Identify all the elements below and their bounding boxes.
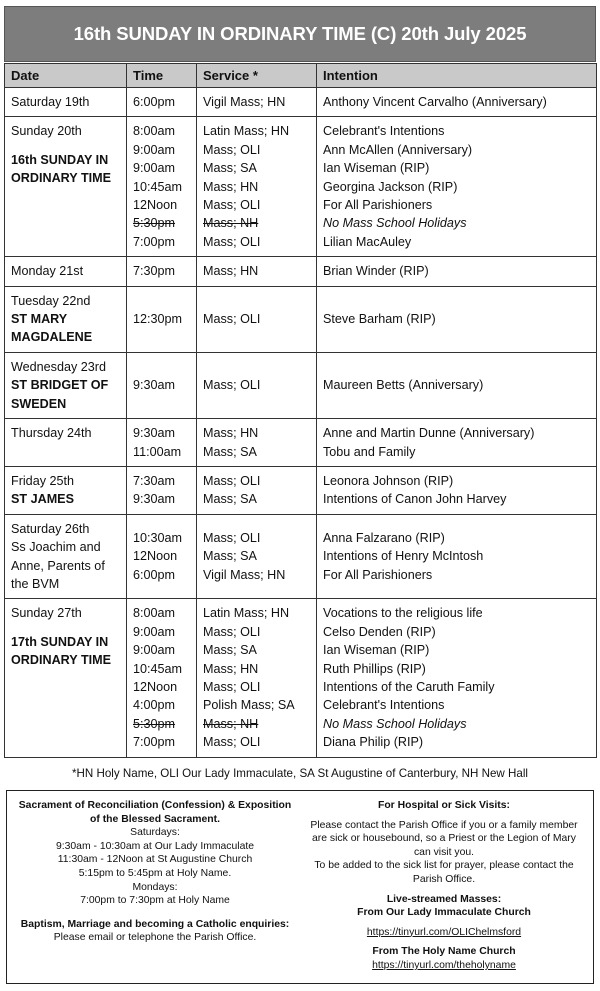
mass-intention: Maureen Betts (Anniversary) xyxy=(323,378,484,393)
mass-service: Mass; HN xyxy=(203,661,259,676)
feast-name: 17th SUNDAY IN ORDINARY TIME xyxy=(11,634,112,668)
mass-intention: For All Parishioners xyxy=(323,198,433,213)
mass-intention: Anne and Martin Dunne (Anniversary) xyxy=(323,426,535,441)
service-cell xyxy=(197,117,317,257)
mass-time: 5:30pm xyxy=(133,716,176,731)
mass-service: Latin Mass; HN xyxy=(203,606,290,621)
mass-schedule-table xyxy=(4,63,597,758)
page-title: 16th SUNDAY IN ORDINARY TIME (C) 20th July 2025 xyxy=(4,6,596,62)
day-date: Thursday 24th xyxy=(11,426,92,441)
mass-time: 7:30pm xyxy=(133,264,176,279)
mass-intention: Ruth Phillips (RIP) xyxy=(323,661,426,676)
mass-time: 9:00am xyxy=(133,643,176,658)
mass-service: Mass; OLI xyxy=(203,312,261,327)
mass-time: 7:30am xyxy=(133,473,176,488)
livestream-heading: Live-streamed Masses: xyxy=(386,893,502,905)
mass-intention: Intentions of Henry McIntosh xyxy=(323,549,484,564)
day-date: Monday 21st xyxy=(11,264,84,279)
saturday-time-2: 11:30am - 12Noon at St Augustine Church xyxy=(57,854,253,866)
time-cell xyxy=(127,257,197,286)
reconciliation-heading: Sacrament of Reconciliation (Confession) & Exposition of the Blessed Sacrament. xyxy=(18,800,292,825)
mass-time: 5:30pm xyxy=(133,216,176,231)
service-key-footnote: *HN Holy Name, OLI Our Lady Immaculate, SA St Augustine of Canterbury, NH New Hall xyxy=(72,767,528,780)
table-row xyxy=(5,88,597,117)
day-subtitle: Ss Joachim and Anne, Parents of the BVM xyxy=(11,540,105,591)
day-date: Sunday 27th xyxy=(11,606,82,621)
date-cell xyxy=(5,286,127,352)
day-date: Sunday 20th xyxy=(11,124,82,139)
intention-cell xyxy=(317,419,597,467)
baptism-heading: Baptism, Marriage and becoming a Catholic enquiries: xyxy=(20,918,290,930)
mass-service: Mass; SA xyxy=(203,492,257,507)
time-cell xyxy=(127,599,197,757)
baptism-text: Please email or telephone the Parish Office. xyxy=(53,932,257,944)
mass-service: Mass; SA xyxy=(203,549,257,564)
mass-time: 8:00am xyxy=(133,124,176,139)
mass-intention: Anna Falzarano (RIP) xyxy=(323,530,445,545)
mass-intention: Brian Winder (RIP) xyxy=(323,264,429,279)
date-cell xyxy=(5,257,127,286)
feast-name: ST BRIDGET OF SWEDEN xyxy=(11,378,109,411)
mass-intention: Georgina Jackson (RIP) xyxy=(323,179,458,194)
feast-name: ST MARY MAGDALENE xyxy=(11,312,93,345)
service-cell xyxy=(197,514,317,599)
mondays-label: Mondays: xyxy=(132,881,178,893)
mass-time: 11:00am xyxy=(133,444,182,459)
intention-cell xyxy=(317,466,597,514)
table-row xyxy=(5,117,597,257)
mass-intention: Celebrant's Intentions xyxy=(323,124,445,139)
header-date: Date xyxy=(5,64,127,88)
mass-intention: Anthony Vincent Carvalho (Anniversary) xyxy=(323,95,547,109)
mass-intention: Ian Wiseman (RIP) xyxy=(323,643,430,658)
service-cell xyxy=(197,419,317,467)
feast-name: ST JAMES xyxy=(11,492,74,507)
time-cell xyxy=(127,514,197,599)
mass-service: Mass; HN xyxy=(203,264,259,279)
mass-service: Mass; OLI xyxy=(203,473,261,488)
mass-service: Mass; OLI xyxy=(203,142,261,157)
day-date: Tuesday 22nd xyxy=(11,293,91,308)
mass-time: 12Noon xyxy=(133,198,178,213)
mass-time: 8:00am xyxy=(133,606,176,621)
mass-service: Latin Mass; HN xyxy=(203,124,290,139)
intention-cell xyxy=(317,352,597,418)
info-box xyxy=(6,790,594,984)
table-row xyxy=(5,286,597,352)
time-cell xyxy=(127,466,197,514)
mass-intention: Vocations to the religious life xyxy=(323,606,483,621)
intention-cell xyxy=(317,286,597,352)
time-cell xyxy=(127,352,197,418)
service-cell xyxy=(197,257,317,286)
mass-service: Vigil Mass; HN xyxy=(203,95,286,109)
date-cell xyxy=(5,419,127,467)
time-cell xyxy=(127,117,197,257)
feast-name: 16th SUNDAY IN ORDINARY TIME xyxy=(11,152,112,186)
mass-time: 7:00pm xyxy=(133,735,176,750)
oli-stream-link[interactable]: https://tinyurl.com/OLIChelmsford xyxy=(366,926,522,938)
schedule-body xyxy=(5,88,597,758)
mass-service: Mass; OLI xyxy=(203,624,261,639)
mass-intention: No Mass School Holidays xyxy=(323,216,467,231)
table-row xyxy=(5,352,597,418)
mass-intention: Ian Wiseman (RIP) xyxy=(323,161,430,176)
mass-intention: Steve Barham (RIP) xyxy=(323,312,436,327)
header-service: Service * xyxy=(197,64,317,88)
mass-intention: Tobu and Family xyxy=(323,444,416,459)
service-cell xyxy=(197,286,317,352)
mass-time: 9:30am xyxy=(133,492,176,507)
mass-intention: Intentions of the Caruth Family xyxy=(323,679,495,694)
day-date: Saturday 26th xyxy=(11,521,90,536)
mass-service: Vigil Mass; HN xyxy=(203,567,286,582)
mass-time: 9:00am xyxy=(133,624,176,639)
mass-service: Mass; SA xyxy=(203,643,257,658)
date-cell xyxy=(5,117,127,257)
mass-intention: Ann McAllen (Anniversary) xyxy=(323,142,473,157)
mass-intention: Intentions of Canon John Harvey xyxy=(323,492,507,507)
day-date: Friday 25th xyxy=(11,473,74,488)
table-row xyxy=(5,257,597,286)
sick-visits-text: Please contact the Parish Office if you or a family member are sick or housebound, so a Priest or the Legion of Mary can visit you. xyxy=(310,819,578,858)
service-cell xyxy=(197,352,317,418)
mass-time: 9:00am xyxy=(133,161,176,176)
hn-stream-link[interactable]: https://tinyurl.com/theholyname xyxy=(372,959,516,971)
mass-time: 10:45am xyxy=(133,661,183,676)
mass-service: Mass; OLI xyxy=(203,198,261,213)
mass-time: 6:00pm xyxy=(133,567,176,582)
mass-time: 12:30pm xyxy=(133,312,183,327)
header-time: Time xyxy=(127,64,197,88)
mass-time: 7:00pm xyxy=(133,234,176,249)
date-cell xyxy=(5,352,127,418)
mass-service: Mass; OLI xyxy=(203,530,261,545)
info-left-column xyxy=(11,799,299,977)
intention-cell xyxy=(317,257,597,286)
service-cell xyxy=(197,599,317,757)
mass-time: 6:00pm xyxy=(133,95,176,109)
mass-intention: Leonora Johnson (RIP) xyxy=(323,473,454,488)
mass-service: Mass; NH xyxy=(203,216,259,231)
mass-intention: Diana Philip (RIP) xyxy=(323,735,424,750)
mass-time: 9:30am xyxy=(133,426,176,441)
mass-time: 12Noon xyxy=(133,549,178,564)
mass-time: 4:00pm xyxy=(133,698,176,713)
info-right-column xyxy=(299,799,589,977)
time-cell xyxy=(127,286,197,352)
intention-cell xyxy=(317,88,597,117)
date-cell xyxy=(5,88,127,117)
mass-service: Mass; HN xyxy=(203,179,259,194)
saturdays-label: Saturdays: xyxy=(130,827,180,839)
monday-time-1: 7:00pm to 7:30pm at Holy Name xyxy=(80,895,230,907)
intention-cell xyxy=(317,117,597,257)
mass-time: 10:45am xyxy=(133,179,183,194)
table-row xyxy=(5,514,597,599)
mass-time: 9:00am xyxy=(133,142,176,157)
intention-cell xyxy=(317,514,597,599)
sick-list-text: To be added to the sick list for prayer, please contact the Parish Office. xyxy=(314,860,574,885)
mass-intention: For All Parishioners xyxy=(323,567,433,582)
saturday-time-1: 9:30am - 10:30am at Our Lady Immaculate xyxy=(55,840,255,852)
mass-service: Mass; OLI xyxy=(203,378,261,393)
table-row xyxy=(5,599,597,757)
mass-service: Mass; OLI xyxy=(203,234,261,249)
date-cell xyxy=(5,599,127,757)
mass-time: 9:30am xyxy=(133,378,176,393)
oli-stream-heading: From Our Lady Immaculate Church xyxy=(357,907,531,919)
mass-time: 12Noon xyxy=(133,679,178,694)
mass-service: Mass; HN xyxy=(203,426,259,441)
day-date: Wednesday 23rd xyxy=(11,359,106,374)
intention-cell xyxy=(317,599,597,757)
date-cell xyxy=(5,466,127,514)
time-cell xyxy=(127,419,197,467)
mass-intention: Lilian MacAuley xyxy=(323,234,412,249)
mass-service: Mass; OLI xyxy=(203,735,261,750)
table-row xyxy=(5,466,597,514)
saturday-time-3: 5:15pm to 5:45pm at Holy Name. xyxy=(78,867,232,879)
mass-service: Mass; OLI xyxy=(203,679,261,694)
day-date: Saturday 19th xyxy=(11,95,90,109)
header-intention: Intention xyxy=(317,64,597,88)
service-cell xyxy=(197,88,317,117)
sick-visits-heading: For Hospital or Sick Visits: xyxy=(377,800,511,811)
mass-service: Mass; SA xyxy=(203,161,257,176)
table-row xyxy=(5,419,597,467)
table-header-row xyxy=(5,64,597,88)
time-cell xyxy=(127,88,197,117)
mass-intention: Celebrant's Intentions xyxy=(323,698,445,713)
service-cell xyxy=(197,466,317,514)
mass-time: 10:30am xyxy=(133,530,183,545)
hn-stream-heading: From The Holy Name Church xyxy=(372,946,516,958)
mass-service: Mass; NH xyxy=(203,716,259,731)
mass-intention: Celso Denden (RIP) xyxy=(323,624,436,639)
date-cell xyxy=(5,514,127,599)
mass-service: Polish Mass; SA xyxy=(203,698,295,713)
mass-intention: No Mass School Holidays xyxy=(323,716,467,731)
mass-service: Mass; SA xyxy=(203,444,257,459)
